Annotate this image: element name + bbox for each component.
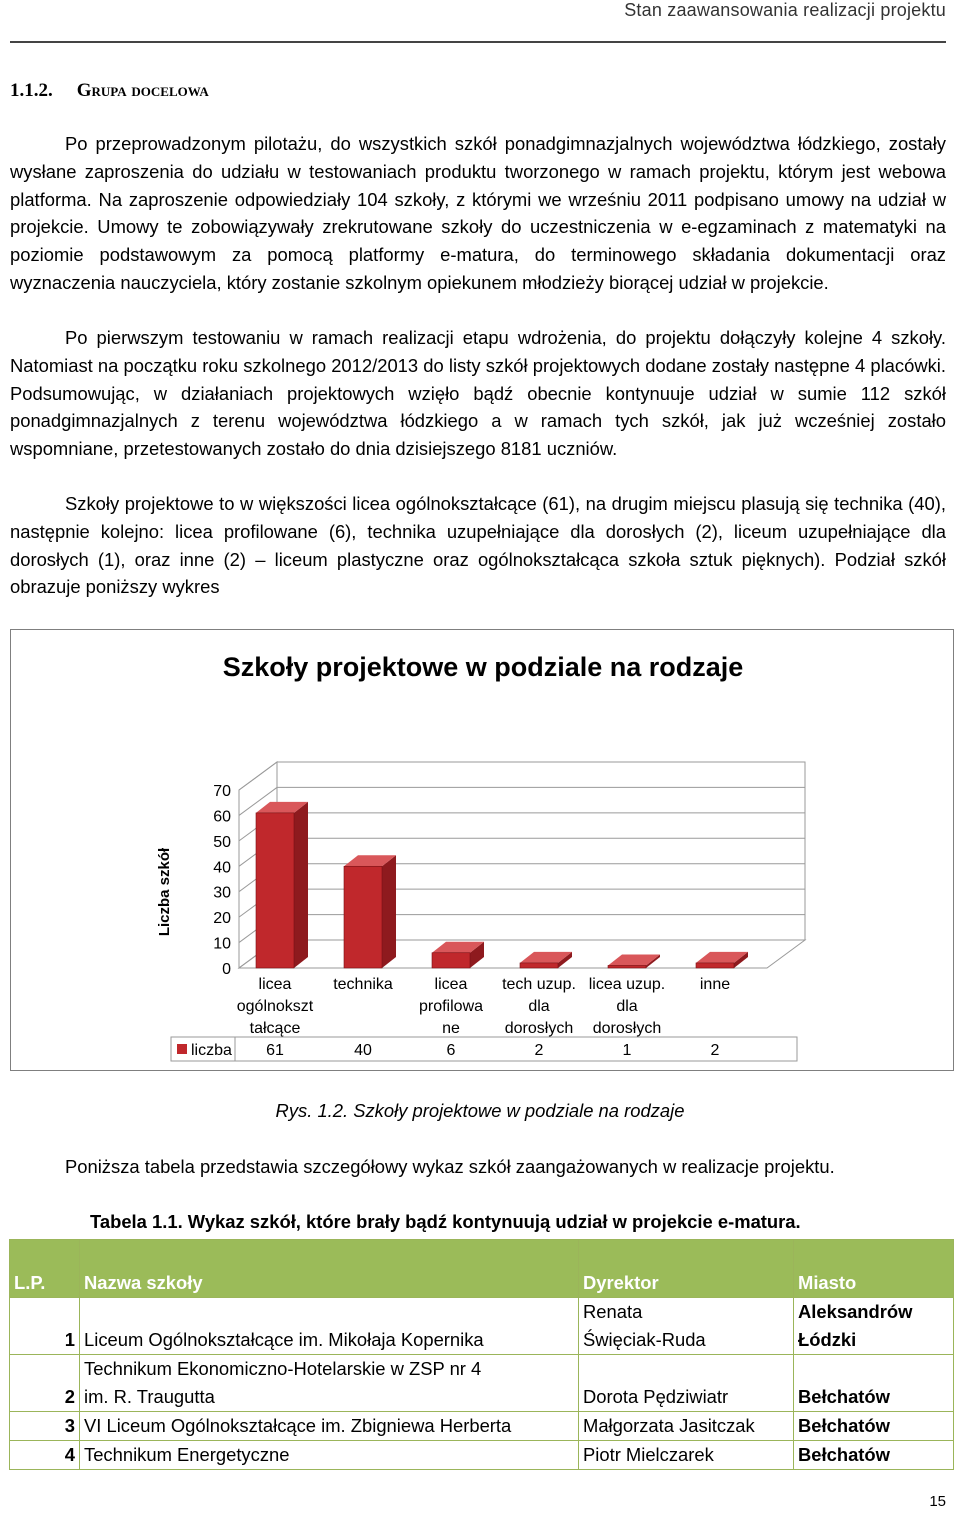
chart-x-tick-label: ne [442, 1020, 460, 1037]
cell-director-line: Piotr Mielczarek [583, 1444, 714, 1465]
chart-x-tick-label: dorosłych [592, 1020, 662, 1037]
chart-x-tick-label: licea [434, 976, 468, 993]
chart-x-tick-label: licea [258, 976, 292, 993]
bar-chart [11, 630, 955, 1072]
schools-table [9, 1239, 954, 1470]
cell-city [794, 1355, 954, 1412]
chart-x-tick-label: inne [699, 976, 731, 993]
chart-x-tick-label: tałcące [249, 1020, 301, 1037]
cell-school-name-line: Technikum Energetyczne [84, 1444, 290, 1465]
cell-director [579, 1298, 794, 1355]
cell-city-line: Bełchatów [798, 1386, 890, 1407]
chart-bar [344, 866, 382, 968]
chart-x-tick-label: profilowa [418, 998, 484, 1015]
column-header-name: Nazwa szkoły [80, 1240, 579, 1298]
column-header-lp: L.P. [10, 1240, 80, 1298]
chart-bar [608, 965, 646, 968]
cell-director-line: Renata [583, 1301, 643, 1322]
section-heading [10, 80, 209, 102]
cell-school-name-line: Technikum Ekonomiczno-Hotelarskie w ZSP nr 4 [84, 1358, 482, 1379]
table-row [10, 1355, 954, 1412]
cell-school-name-line: im. R. Traugutta [84, 1386, 215, 1407]
chart-bar-side [382, 855, 396, 968]
chart-x-tick-label: dorosłych [504, 1020, 574, 1037]
chart-x-tick-label: technika [333, 976, 393, 993]
chart-y-tick-label: 60 [213, 808, 231, 826]
cell-lp: 2 [10, 1355, 80, 1412]
cell-director-line: Małgorzata Jasitczak [583, 1415, 755, 1436]
chart-bar [520, 963, 558, 968]
chart-x-tick-label: dla [528, 998, 550, 1015]
cell-city [794, 1412, 954, 1441]
cell-city [794, 1441, 954, 1470]
paragraph-1 [10, 130, 946, 297]
chart-y-tick-label: 40 [213, 859, 231, 877]
chart-bar [432, 953, 470, 968]
chart-bar-side [294, 802, 308, 968]
cell-city [794, 1298, 954, 1355]
chart-x-tick-label: dla [616, 998, 638, 1015]
cell-city-line: Łódzki [798, 1329, 857, 1350]
chart-frame [10, 629, 954, 1071]
column-header-director: Dyrektor [579, 1240, 794, 1298]
cell-director [579, 1441, 794, 1470]
cell-lp: 4 [10, 1441, 80, 1470]
section-title: Grupa docelowa [76, 80, 209, 101]
chart-data-label: 1 [622, 1042, 632, 1059]
chart-legend-swatch [177, 1044, 187, 1054]
chart-bar [696, 963, 734, 968]
cell-school-name-line: Liceum Ogólnokształcące im. Mikołaja Kopernika [84, 1329, 484, 1350]
chart-y-tick-label: 10 [213, 935, 231, 953]
chart-data-label: 6 [446, 1042, 456, 1059]
chart-body [171, 762, 805, 1061]
cell-city-line: Bełchatów [798, 1415, 890, 1436]
chart-data-label: 61 [266, 1042, 284, 1059]
page-number: 15 [929, 1493, 946, 1510]
cell-city-line [798, 1355, 949, 1383]
table-row [10, 1441, 954, 1470]
cell-school-name [80, 1355, 579, 1412]
table-title: Tabela 1.1. Wykaz szkół, które brały bądź kontynuują udział w projekcie e-matura. [90, 1211, 801, 1232]
table-row [10, 1412, 954, 1441]
running-header: Stan zaawansowania realizacji projektu [624, 0, 946, 20]
figure-caption: Rys. 1.2. Szkoły projektowe w podziale na rodzaje [275, 1100, 685, 1121]
paragraph-1-text: Po przeprowadzonym pilotażu, do wszystkich szkół ponadgimnazjalnych województwa łódzkiego, zostały wysłane zaproszenia do udziału w testowaniach produktu tworzonego w ramach projektu, którym jest webowa platforma. Na zaproszenie odpowiedziały 104 szkoły, z którymi we wrześniu 2011 podpisano umowy na udział w projekcie. Umowy te zobowiązywały zrekrutowane szkoły do uczestniczenia w e-egzaminach z matematyki na poziomie podstawowym za pomocą platformy e-matura, do terminowego składania dokumentacji oraz wyznaczenia nauczyciela, który zostanie szkolnym opiekunem młodzieży biorącej udział w projekcie. [10, 133, 946, 293]
cell-school-name [80, 1441, 579, 1470]
chart-legend-label: liczba [191, 1042, 232, 1059]
chart-data-label: 2 [534, 1042, 544, 1059]
chart-data-label: 40 [354, 1042, 372, 1059]
cell-city-line: Bełchatów [798, 1444, 890, 1465]
chart-x-tick-label: ogólnokszt [236, 998, 314, 1015]
paragraph-3 [10, 490, 946, 601]
header-rule [10, 41, 946, 43]
cell-city-line: Aleksandrów [798, 1301, 913, 1322]
chart-bar [256, 813, 294, 968]
paragraph-2 [10, 324, 946, 463]
chart-y-tick-label: 70 [213, 783, 231, 800]
chart-title: Szkoły projektowe w podziale na rodzaje [222, 652, 744, 682]
cell-lp: 1 [10, 1298, 80, 1355]
cell-school-name-line: VI Liceum Ogólnokształcące im. Zbigniewa Herberta [84, 1415, 512, 1436]
table-intro: Poniższa tabela przedstawia szczegółowy wykaz szkół zaangażowanych w realizacje projektu. [65, 1156, 835, 1177]
table-body [10, 1298, 954, 1470]
chart-x-tick-label: tech uzup. [502, 976, 576, 993]
table-header-row [10, 1240, 954, 1298]
cell-school-name [80, 1412, 579, 1441]
section-number: 1.1.2. [10, 80, 53, 101]
cell-director [579, 1355, 794, 1412]
chart-data-label: 2 [710, 1042, 720, 1059]
paragraph-3-text: Szkoły projektowe to w większości licea ogólnokształcące (61), na drugim miejscu plasują się technika (40), następnie kolejno: licea profilowane (6), technika uzupełniające dla dorosłych (2), liceum uzupełniające dla dorosłych (1), oraz inne (2) – liceum plastyczne oraz ogólnokształcąca szkoła sztuk pięknych). Podział szkół obrazuje poniższy wykres [10, 493, 946, 598]
cell-director-line [583, 1355, 789, 1383]
chart-y-tick-label: 20 [213, 910, 231, 928]
chart-y-tick-label: 0 [222, 961, 231, 978]
cell-director [579, 1412, 794, 1441]
cell-director-line: Dorota Pędziwiatr [583, 1386, 729, 1407]
chart-data-table-row [171, 1037, 797, 1061]
cell-director-line: Święciak-Ruda [583, 1329, 706, 1350]
table-row [10, 1298, 954, 1355]
column-header-city: Miasto [794, 1240, 954, 1298]
cell-school-name [80, 1298, 579, 1355]
chart-y-tick-label: 30 [213, 884, 231, 902]
paragraph-2-text: Po pierwszym testowaniu w ramach realizacji etapu wdrożenia, do projektu dołączyły kolejne 4 szkoły. Natomiast na początku roku szkolnego 2012/2013 do listy szkół projektowych dodane zostały następne 4 placówki. Podsumowując, w działaniach projektowych wzięło bądź obecnie kontynuuje udział w sumie 112 szkół ponadgimnazjalnych z terenu województwa łódzkiego a w ramach tych szkół, jak już wcześniej zostało wspomniane, przetestowanych zostało do dnia dzisiejszego 8181 uczniów. [10, 327, 946, 460]
cell-school-name-line [84, 1298, 574, 1326]
chart-y-tick-label: 50 [213, 833, 231, 851]
chart-x-tick-label: licea uzup. [588, 976, 666, 993]
cell-lp: 3 [10, 1412, 80, 1441]
chart-y-axis-label: Liczba szkół [156, 847, 173, 937]
